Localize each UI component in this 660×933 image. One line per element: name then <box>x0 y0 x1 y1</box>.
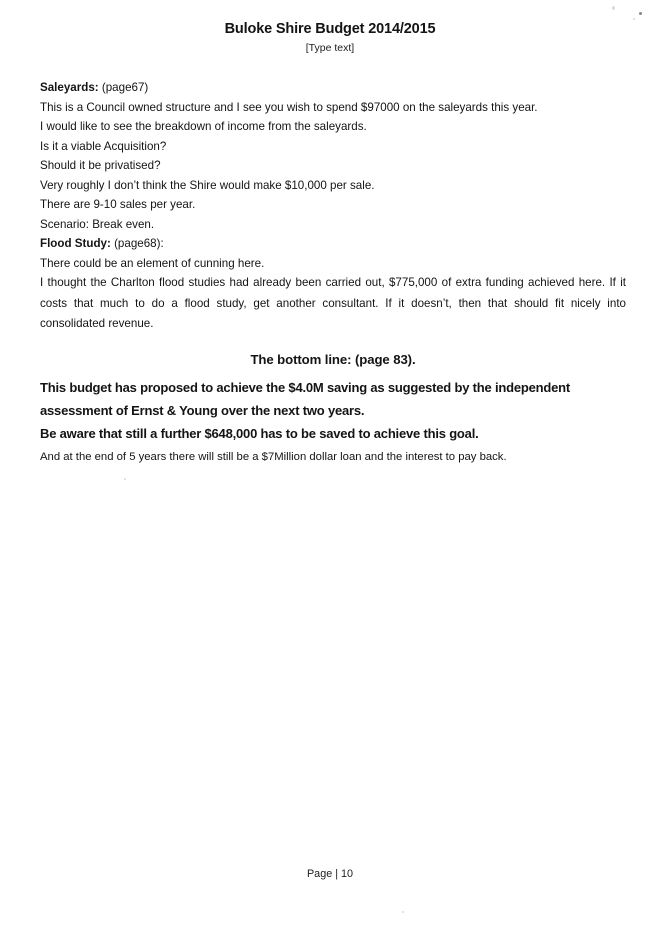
flood-study-heading-label: Flood Study: <box>40 237 111 250</box>
scan-speckle <box>124 478 126 480</box>
scan-speckle <box>639 12 642 15</box>
document-header <box>0 20 660 55</box>
saleyards-line: There are 9-10 sales per year. <box>40 198 196 211</box>
section-bottom-line <box>40 350 626 467</box>
saleyards-line: I would like to see the breakdown of income from the saleyards. <box>40 120 367 133</box>
section-flood-study <box>40 234 626 335</box>
page-footer: Page | 10 <box>306 868 354 880</box>
flood-study-line: There could be an element of cunning here. <box>40 256 265 270</box>
saleyards-heading-page-ref: (page67) <box>98 81 149 94</box>
flood-study-heading-page-ref: (page68): <box>110 237 164 250</box>
saleyards-line: Is it a viable Acquisition? <box>40 139 167 153</box>
scan-speckle <box>612 6 615 10</box>
bottom-line-paragraph: This budget has proposed to achieve the $4.0M saving as suggested by the independent assessment of Ernst & Young over the next two years. <box>40 380 571 418</box>
saleyards-line: Scenario: Break even. <box>40 217 155 231</box>
saleyards-line: Should it be privatised? <box>40 159 161 172</box>
section-saleyards <box>40 78 626 234</box>
bottom-line-title: The bottom line: (page 83). <box>250 352 416 367</box>
bottom-line-emphasis: Be aware that still a further $648,000 has to be saved to achieve this goal. <box>40 426 479 441</box>
saleyards-heading <box>40 78 626 98</box>
saleyards-heading-label: Saleyards: <box>40 81 99 94</box>
page-title: Buloke Shire Budget 2014/2015 <box>224 21 436 37</box>
scan-speckle <box>402 911 404 913</box>
saleyards-line: Very roughly I don’t think the Shire would make $10,000 per sale. <box>40 178 375 192</box>
header-placeholder-text: [Type text] <box>305 42 355 55</box>
saleyards-line: This is a Council owned structure and I see you wish to spend $97000 on the saleyards this year. <box>40 100 538 114</box>
flood-study-paragraph: I thought the Charlton flood studies had already been carried out, $775,000 of extra funding achieved here. If it costs that much to do a flood study, get another consultant. If it doesn’t, then that should fit nicely into consolidated revenue. <box>40 276 626 330</box>
flood-study-heading <box>40 234 626 254</box>
bottom-line-closing: And at the end of 5 years there will still be a $7Million dollar loan and the interest to pay back. <box>40 451 507 463</box>
